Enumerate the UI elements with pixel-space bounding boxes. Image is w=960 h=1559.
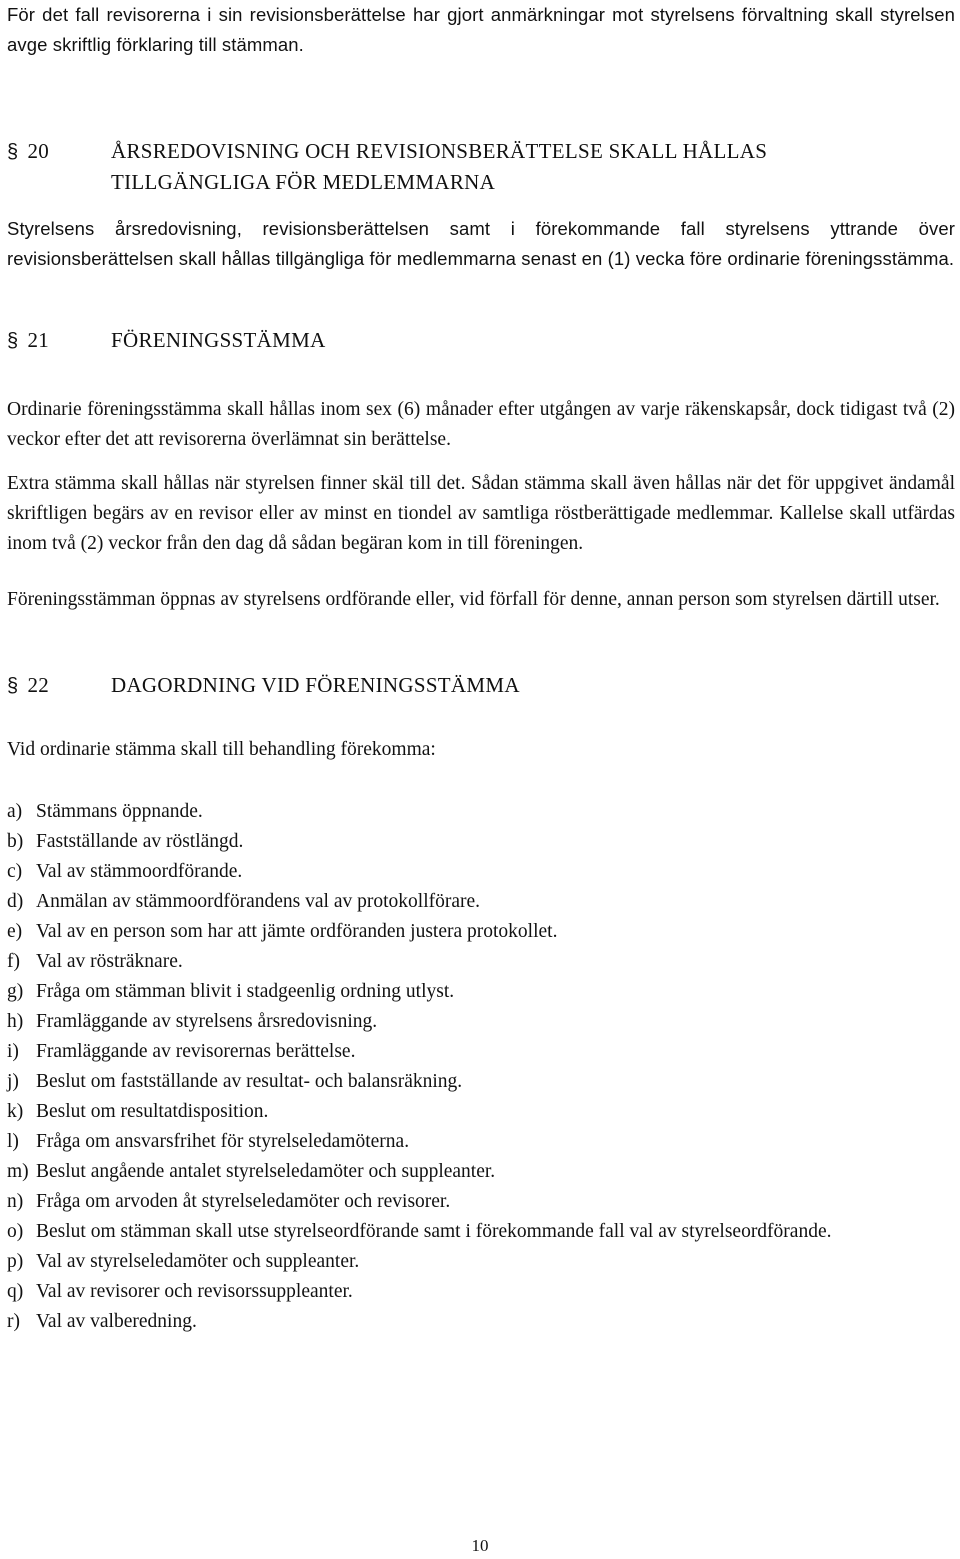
section-symbol: § (7, 141, 19, 163)
section-21-paragraph-2: Extra stämma skall hållas när styrelsen finner skäl till det. Sådan stämma skall även hållas när det för uppgivet ändamål skriftligen begärs av en revisor eller av minst en tiondel av samtliga röstberättigade medlemmar. Kallelse skall utfärdas inom två (2) veckor från den dag då sådan begäran kom in till föreningen. (7, 473, 955, 554)
document-page (7, 0, 955, 1337)
list-item (7, 1217, 955, 1247)
section-22-title: DAGORDNING VID FÖRENINGSSTÄMMA (111, 673, 520, 697)
section-21-heading (7, 325, 955, 356)
list-item (7, 1157, 955, 1187)
list-item-text: Fråga om ansvarsfrihet för styrelseledamöterna. (36, 1131, 410, 1152)
intro-paragraph: För det fall revisorerna i sin revisionsberättelse har gjort anmärkningar mot styrelsens förvaltning skall styrelsen avge skriftlig förklaring till stämman. (7, 4, 955, 55)
section-21-number-wrap (7, 325, 111, 356)
list-item-letter: k) (7, 1101, 24, 1122)
list-item-letter: g) (7, 981, 24, 1002)
list-item-text: Val av rösträknare. (36, 951, 183, 972)
list-item-text: Val av stämmoordförande. (36, 861, 243, 882)
list-item (7, 797, 955, 827)
page-number: 10 (471, 1536, 489, 1555)
agenda-list (7, 797, 955, 1337)
section-21-number: 21 (27, 328, 50, 352)
section-22-intro: Vid ordinarie stämma skall till behandling förekomma: (7, 739, 436, 760)
section-21-title: FÖRENINGSSTÄMMA (111, 328, 326, 352)
section-20-indent (7, 167, 111, 197)
list-item (7, 917, 955, 947)
list-item-text: Beslut om stämman skall utse styrelseordförande samt i förekommande fall val av styrelseordförande. (36, 1221, 832, 1242)
section-20-title (111, 136, 767, 167)
list-item-letter: f) (7, 951, 20, 972)
section-20-title-line1: ÅRSREDOVISNING OCH REVISIONSBERÄTTELSE SKALL HÅLLAS (111, 139, 768, 163)
list-item (7, 977, 955, 1007)
list-item-text: Fråga om arvoden åt styrelseledamöter och revisorer. (36, 1191, 451, 1212)
section-20-number: 20 (27, 139, 50, 163)
list-item-letter: r) (7, 1311, 20, 1332)
list-item-text: Beslut om fastställande av resultat- och balansräkning. (36, 1071, 463, 1092)
list-item-letter: d) (7, 891, 24, 912)
list-item-text: Val av valberedning. (36, 1311, 197, 1332)
section-22-heading (7, 670, 955, 701)
list-item-letter: i) (7, 1041, 19, 1062)
section-20-heading (7, 136, 955, 167)
list-item-text: Fråga om stämman blivit i stadgeenlig ordning utlyst. (36, 981, 455, 1002)
list-item (7, 1307, 955, 1337)
list-item-letter: q) (7, 1281, 24, 1302)
section-20-title-line2: TILLGÄNGLIGA FÖR MEDLEMMARNA (111, 170, 496, 194)
list-item (7, 1277, 955, 1307)
list-item (7, 1097, 955, 1127)
list-item-text: Stämmans öppnande. (36, 801, 203, 822)
list-item (7, 887, 955, 917)
list-item-letter: o) (7, 1221, 24, 1242)
list-item-text: Val av revisorer och revisorssuppleanter. (36, 1281, 353, 1302)
list-item-text: Framläggande av revisorernas berättelse. (36, 1041, 356, 1062)
list-item (7, 1037, 955, 1067)
section-20-number-wrap (7, 136, 111, 167)
list-item (7, 857, 955, 887)
list-item (7, 827, 955, 857)
list-item-text: Framläggande av styrelsens årsredovisning. (36, 1011, 378, 1032)
list-item-letter: a) (7, 801, 23, 822)
list-item (7, 1007, 955, 1037)
list-item-text: Fastställande av röstlängd. (36, 831, 244, 852)
list-item-letter: b) (7, 831, 24, 852)
list-item-letter: e) (7, 921, 23, 942)
section-symbol: § (7, 675, 19, 697)
section-21-paragraph-3: Föreningsstämman öppnas av styrelsens ordförande eller, vid förfall för denne, annan person som styrelsen därtill utser. (7, 589, 940, 610)
section-20-paragraph: Styrelsens årsredovisning, revisionsberättelsen samt i förekommande fall styrelsens yttrande över revisionsberättelsen skall hållas tillgängliga för medlemmarna senast en (1) vecka före ordinarie föreningsstämma. (7, 218, 955, 269)
section-22-number-wrap (7, 670, 111, 701)
list-item-text: Beslut angående antalet styrelseledamöter och suppleanter. (36, 1161, 496, 1182)
section-21-paragraph-1: Ordinarie föreningsstämma skall hållas inom sex (6) månader efter utgången av varje räkenskapsår, dock tidigast två (2) veckor efter det att revisorerna överlämnat sin berättelse. (7, 399, 955, 450)
list-item (7, 1187, 955, 1217)
list-item-letter: j) (7, 1071, 19, 1092)
list-item-text: Val av en person som har att jämte ordföranden justera protokollet. (36, 921, 558, 942)
section-symbol: § (7, 330, 19, 352)
list-item-letter: h) (7, 1011, 24, 1032)
list-item (7, 1247, 955, 1277)
list-item (7, 947, 955, 977)
list-item-letter: n) (7, 1191, 24, 1212)
list-item (7, 1127, 955, 1157)
list-item-text: Beslut om resultatdisposition. (36, 1101, 269, 1122)
section-20-heading-line2 (7, 167, 955, 197)
list-item-text: Anmälan av stämmoordförandens val av protokollförare. (36, 891, 481, 912)
list-item-letter: l) (7, 1131, 19, 1152)
list-item-letter: c) (7, 861, 23, 882)
list-item-text: Val av styrelseledamöter och suppleanter. (36, 1251, 360, 1272)
list-item-letter: p) (7, 1251, 24, 1272)
list-item-letter: m) (7, 1161, 29, 1182)
list-item (7, 1067, 955, 1097)
section-22-number: 22 (27, 673, 50, 697)
